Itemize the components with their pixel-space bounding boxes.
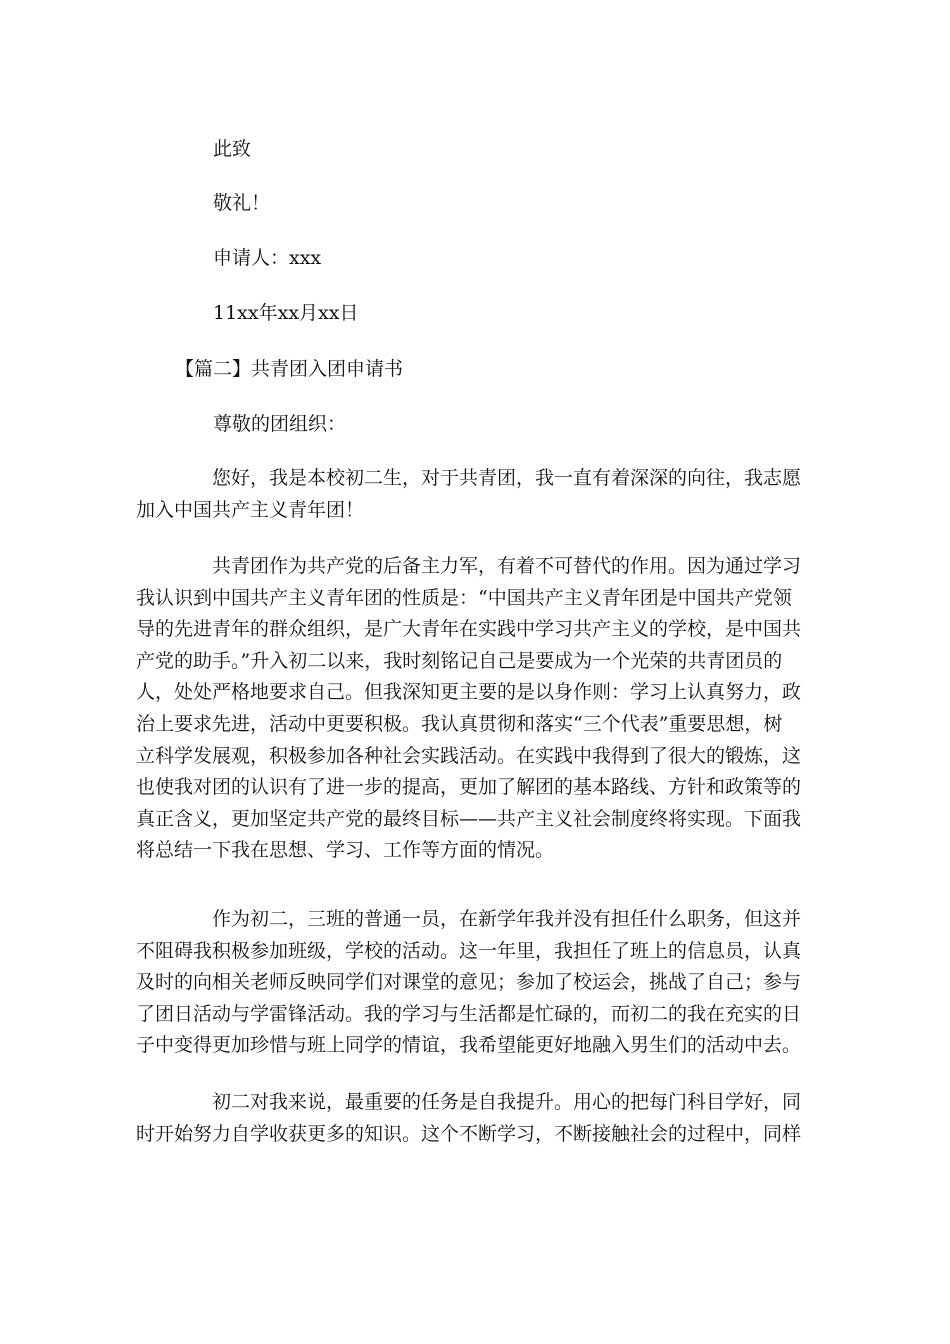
paragraph-line: 治上要求先进，活动中更要积极。我认真贯彻和落实“三个代表”重要思想，树 <box>136 712 783 735</box>
paragraph-line: 初二对我来说，最重要的任务是自我提升。用心的把每门科目学好，同 <box>212 1091 802 1113</box>
paragraph-line: 不阻碍我积极参加班级，学校的活动。这一年里，我担任了班上的信息员，认真 <box>136 939 802 962</box>
salutation: 尊敬的团组织： <box>213 413 347 435</box>
paragraph-line: 作为初二，三班的普通一员，在新学年我并没有担任什么职务，但这并 <box>212 908 802 930</box>
paragraph-line: 真正含义，更加坚定共产党的最终目标——共产主义社会制度终将实现。下面我 <box>136 807 802 830</box>
paragraph-1 <box>136 463 808 526</box>
paragraph-line: 立科学发展观，积极参加各种社会实践活动。在实践中我得到了很大的锻炼，这 <box>136 744 802 767</box>
paragraph-line: 您好，我是本校初二生，对于共青团，我一直有着深深的向往，我志愿 <box>212 467 802 489</box>
paragraph-line: 子中变得更加珍惜与班上同学的情谊，我希望能更好地融入男生们的活动中去。 <box>136 1034 802 1057</box>
paragraph-3 <box>136 904 808 1062</box>
closing-jingli: 敬礼！ <box>213 192 271 214</box>
paragraph-line: 也使我对团的认识有了进一步的提高，更加了解团的基本路线、方针和政策等的 <box>136 776 802 799</box>
paragraph-line: 及时的向相关老师反映同学们对课堂的意见；参加了校运会，挑战了自己；参与 <box>136 971 802 994</box>
paragraph-line: 了团日活动与学雷锋活动。我的学习与生活都是忙碌的，而初二的我在充实的日 <box>136 1002 802 1025</box>
paragraph-line: 时开始努力自学收获更多的知识。这个不断学习，不断接触社会的过程中，同样 <box>136 1122 802 1145</box>
closing-cizhi: 此致 <box>213 138 252 160</box>
paragraph-line: 产党的助手。”升入初二以来，我时刻铭记自己是要成为一个光荣的共青团员的 <box>136 649 783 672</box>
paragraph-line: 我认识到中国共产主义青年团的性质是：“中国共产主义青年团是中国共产党领 <box>136 586 792 609</box>
paragraph-4 <box>136 1087 808 1150</box>
paragraph-line: 共青团作为共产党的后备主力军，有着不可替代的作用。因为通过学习 <box>212 555 802 577</box>
paragraph-line: 加入中国共产主义青年团！ <box>136 498 365 521</box>
paragraph-line: 导的先进青年的群众组织，是广大青年在实践中学习共产主义的学校，是中国共 <box>136 618 802 641</box>
applicant-line: 申请人：xxx <box>213 247 322 269</box>
section-heading: 【篇二】共青团入团申请书 <box>175 358 404 380</box>
paragraph-line: 人，处处严格地要求自己。但我深知更主要的是以身作则：学习上认真努力，政 <box>136 681 802 704</box>
paragraph-2 <box>136 551 808 867</box>
date-line: 11xx年xx月xx日 <box>213 302 359 324</box>
paragraph-line: 将总结一下我在思想、学习、工作等方面的情况。 <box>136 839 555 862</box>
